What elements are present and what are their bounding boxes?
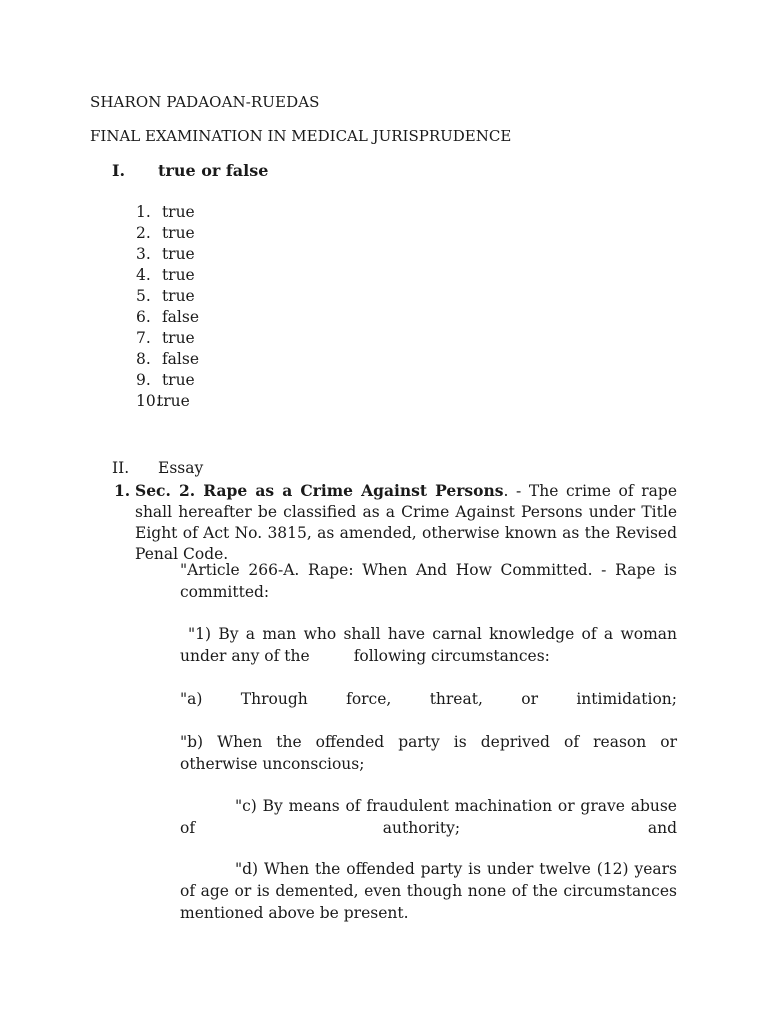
list-item — [136, 391, 199, 412]
answer-value: true — [161, 203, 195, 221]
answer-list — [136, 202, 199, 412]
answer-number: 7. — [136, 329, 151, 347]
clause-b: "b) When the offended party is deprived of reason or otherwise unconscious; — [180, 733, 677, 773]
clause-1-continued: following circumstances: — [353, 647, 550, 665]
answer-number: 2. — [136, 224, 151, 242]
article-text: "Article 266-A. Rape: When And How Committed. - Rape is committed: — [180, 561, 677, 601]
clause-d — [180, 858, 677, 924]
essay-item-number: 1. — [114, 481, 131, 500]
list-item — [136, 370, 199, 391]
answer-number: 4. — [136, 266, 151, 284]
answer-number: 5. — [136, 287, 151, 305]
clause-1-text: "1) By a man who shall have carnal knowledge of a woman under any of the — [180, 625, 677, 665]
answer-number: 6. — [136, 308, 151, 326]
answer-number: 9. — [136, 371, 151, 389]
answer-number: 10. — [136, 392, 161, 410]
clause-c-text: "c) By means of fraudulent machination or grave abuse of authority; and — [180, 797, 677, 837]
answer-value: false — [161, 308, 199, 326]
answer-value: false — [161, 350, 199, 368]
part2-title: Essay — [158, 459, 204, 477]
part1-title: true or false — [158, 161, 269, 180]
answer-value: true — [161, 224, 195, 242]
answer-value: true — [161, 329, 195, 347]
list-item — [136, 286, 199, 307]
clause-1 — [180, 623, 677, 667]
part2-number: II. — [112, 459, 130, 477]
essay-paragraph — [135, 480, 677, 565]
section-text: . - The crime of rape shall hereafter be classified as a Crime Against Persons under Title Eight of Act No. 3815, as amended, otherwise known as the Revised Penal Code. — [135, 482, 677, 563]
answer-number: 8. — [136, 350, 151, 368]
answer-value: true — [161, 287, 195, 305]
section-heading: Sec. 2. Rape as a Crime Against Persons — [135, 481, 504, 500]
answer-value: true — [161, 371, 195, 389]
answer-number: 3. — [136, 245, 151, 263]
clause-d-text: "d) When the offended party is under twelve (12) years of age or is demented, even though none of the circumstances mentioned above be present. — [180, 860, 677, 922]
list-item — [136, 223, 199, 244]
exam-title: FINAL EXAMINATION IN MEDICAL JURISPRUDENCE — [90, 127, 512, 145]
list-item — [136, 349, 199, 370]
list-item — [136, 265, 199, 286]
list-item — [136, 328, 199, 349]
list-item — [136, 244, 199, 265]
author-name: SHARON PADAOAN-RUEDAS — [90, 93, 320, 111]
answer-value: true — [161, 266, 195, 284]
clause-c — [180, 795, 677, 839]
clause-a: "a) Through force, threat, or intimidation; — [180, 690, 677, 708]
answer-value: true — [157, 392, 190, 410]
answer-value: true — [161, 245, 195, 263]
part1-number: I. — [112, 161, 126, 180]
list-item — [136, 202, 199, 223]
list-item — [136, 307, 199, 328]
answer-number: 1. — [136, 203, 151, 221]
